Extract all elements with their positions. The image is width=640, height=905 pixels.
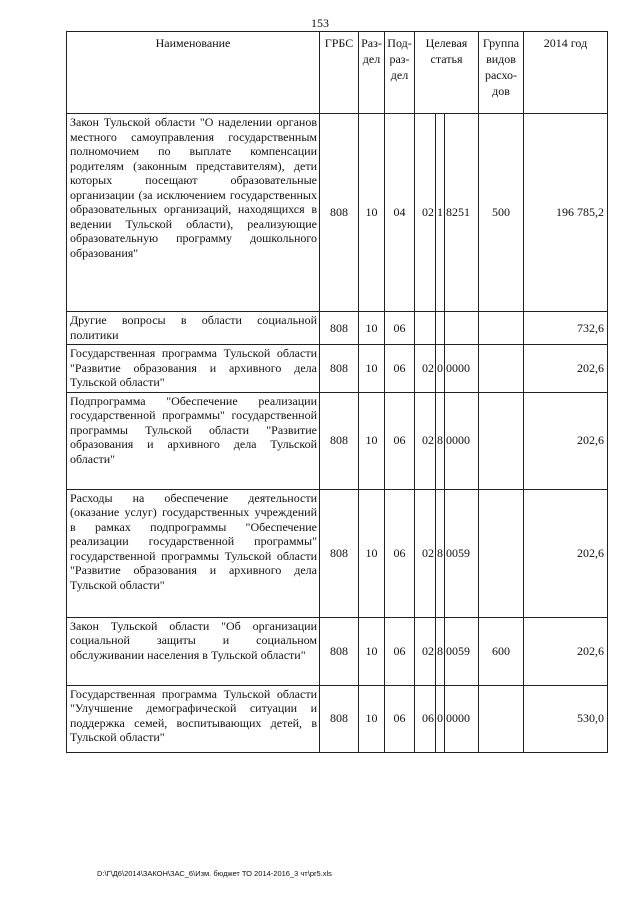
table-row (67, 345, 608, 393)
razdel-code: 10 (359, 114, 385, 312)
row-name: Закон Тульской области "Об организации социальной защиты и социальном обслуживании населения в Тульской области" (67, 617, 320, 685)
target-subprogram-code: 8 (436, 392, 445, 489)
target-direction-code (445, 312, 479, 345)
row-name: Подпрограмма "Обеспечение реализации государственной программы" государственной программы Тульской области "Развитие образования и архивного дела Тульской области" (67, 392, 320, 489)
podrazdel-code: 06 (385, 392, 415, 489)
target-program-code: 02 (415, 345, 436, 393)
razdel-code: 10 (359, 489, 385, 617)
grbs-code: 808 (320, 617, 359, 685)
expense-group-code: 500 (479, 114, 524, 312)
razdel-code: 10 (359, 345, 385, 393)
table-row (67, 617, 608, 685)
target-direction-code: 0059 (445, 617, 479, 685)
header-target-article: Целевая статья (415, 32, 479, 114)
target-subprogram-code: 8 (436, 617, 445, 685)
table-row (67, 489, 608, 617)
grbs-code: 808 (320, 489, 359, 617)
table-body (67, 114, 608, 753)
razdel-code: 10 (359, 312, 385, 345)
target-program-code: 02 (415, 392, 436, 489)
expense-group-code (479, 345, 524, 393)
expense-group-code (479, 312, 524, 345)
expense-group-code (479, 489, 524, 617)
header-grbs: ГРБС (320, 32, 359, 114)
amount-2014: 202,6 (524, 489, 608, 617)
header-year-2014: 2014 год (524, 32, 608, 114)
target-subprogram-code: 1 (436, 114, 445, 312)
row-name: Расходы на обеспечение деятельности (оказание услуг) государственных учреждений в рамках подпрограммы "Обеспечение реализации государственной программы" государственной программы Тульской области "Развитие образования и архивного дела Тульской области" (67, 489, 320, 617)
amount-2014: 530,0 (524, 685, 608, 752)
table-row (67, 685, 608, 752)
target-direction-code: 0000 (445, 392, 479, 489)
grbs-code: 808 (320, 312, 359, 345)
target-program-code: 02 (415, 617, 436, 685)
amount-2014: 196 785,2 (524, 114, 608, 312)
expense-group-code: 600 (479, 617, 524, 685)
podrazdel-code: 06 (385, 345, 415, 393)
target-subprogram-code (436, 312, 445, 345)
amount-2014: 202,6 (524, 617, 608, 685)
budget-table (66, 31, 608, 753)
target-direction-code: 0059 (445, 489, 479, 617)
header-name: Наименование (67, 32, 320, 114)
target-subprogram-code: 0 (436, 345, 445, 393)
amount-2014: 202,6 (524, 392, 608, 489)
podrazdel-code: 06 (385, 685, 415, 752)
row-name: Закон Тульской области "О наделении органов местного самоуправления государственным полномочием по выплате компенсации родителям (законным представителям), дети которых посещают образовательные организации (за исключением государственных образовательных организаций, находящихся в ведении Тульской области), реализующие образовательную программу дошкольного образования" (67, 114, 320, 312)
header-expense-group: Группа видов расхо- дов (479, 32, 524, 114)
podrazdel-code: 06 (385, 312, 415, 345)
target-subprogram-code: 8 (436, 489, 445, 617)
table-row (67, 392, 608, 489)
row-name: Государственная программа Тульской области "Улучшение демографической ситуации и поддержка семей, воспитывающих детей, в Тульской области" (67, 685, 320, 752)
table-row (67, 312, 608, 345)
razdel-code: 10 (359, 617, 385, 685)
razdel-code: 10 (359, 392, 385, 489)
target-program-code: 06 (415, 685, 436, 752)
grbs-code: 808 (320, 114, 359, 312)
row-name: Другие вопросы в области социальной политики (67, 312, 320, 345)
grbs-code: 808 (320, 392, 359, 489)
target-program-code: 02 (415, 489, 436, 617)
target-direction-code: 8251 (445, 114, 479, 312)
footer-file-path: D:\Г\Д6\2014\ЗАКОН\ЗАС_6\Изм. бюджет ТО 2014-2016_3 чт\pr5.xls (97, 869, 332, 878)
target-direction-code: 0000 (445, 685, 479, 752)
header-razdel: Раз- дел (359, 32, 385, 114)
target-direction-code: 0000 (445, 345, 479, 393)
page-number: 153 (311, 16, 329, 30)
grbs-code: 808 (320, 685, 359, 752)
row-name: Государственная программа Тульской области "Развитие образования и архивного дела Тульской области" (67, 345, 320, 393)
amount-2014: 202,6 (524, 345, 608, 393)
grbs-code: 808 (320, 345, 359, 393)
header-podrazdel: Под- раз- дел (385, 32, 415, 114)
target-program-code: 02 (415, 114, 436, 312)
podrazdel-code: 04 (385, 114, 415, 312)
expense-group-code (479, 392, 524, 489)
target-program-code (415, 312, 436, 345)
amount-2014: 732,6 (524, 312, 608, 345)
razdel-code: 10 (359, 685, 385, 752)
expense-group-code (479, 685, 524, 752)
podrazdel-code: 06 (385, 489, 415, 617)
podrazdel-code: 06 (385, 617, 415, 685)
target-subprogram-code: 0 (436, 685, 445, 752)
table-row (67, 114, 608, 312)
